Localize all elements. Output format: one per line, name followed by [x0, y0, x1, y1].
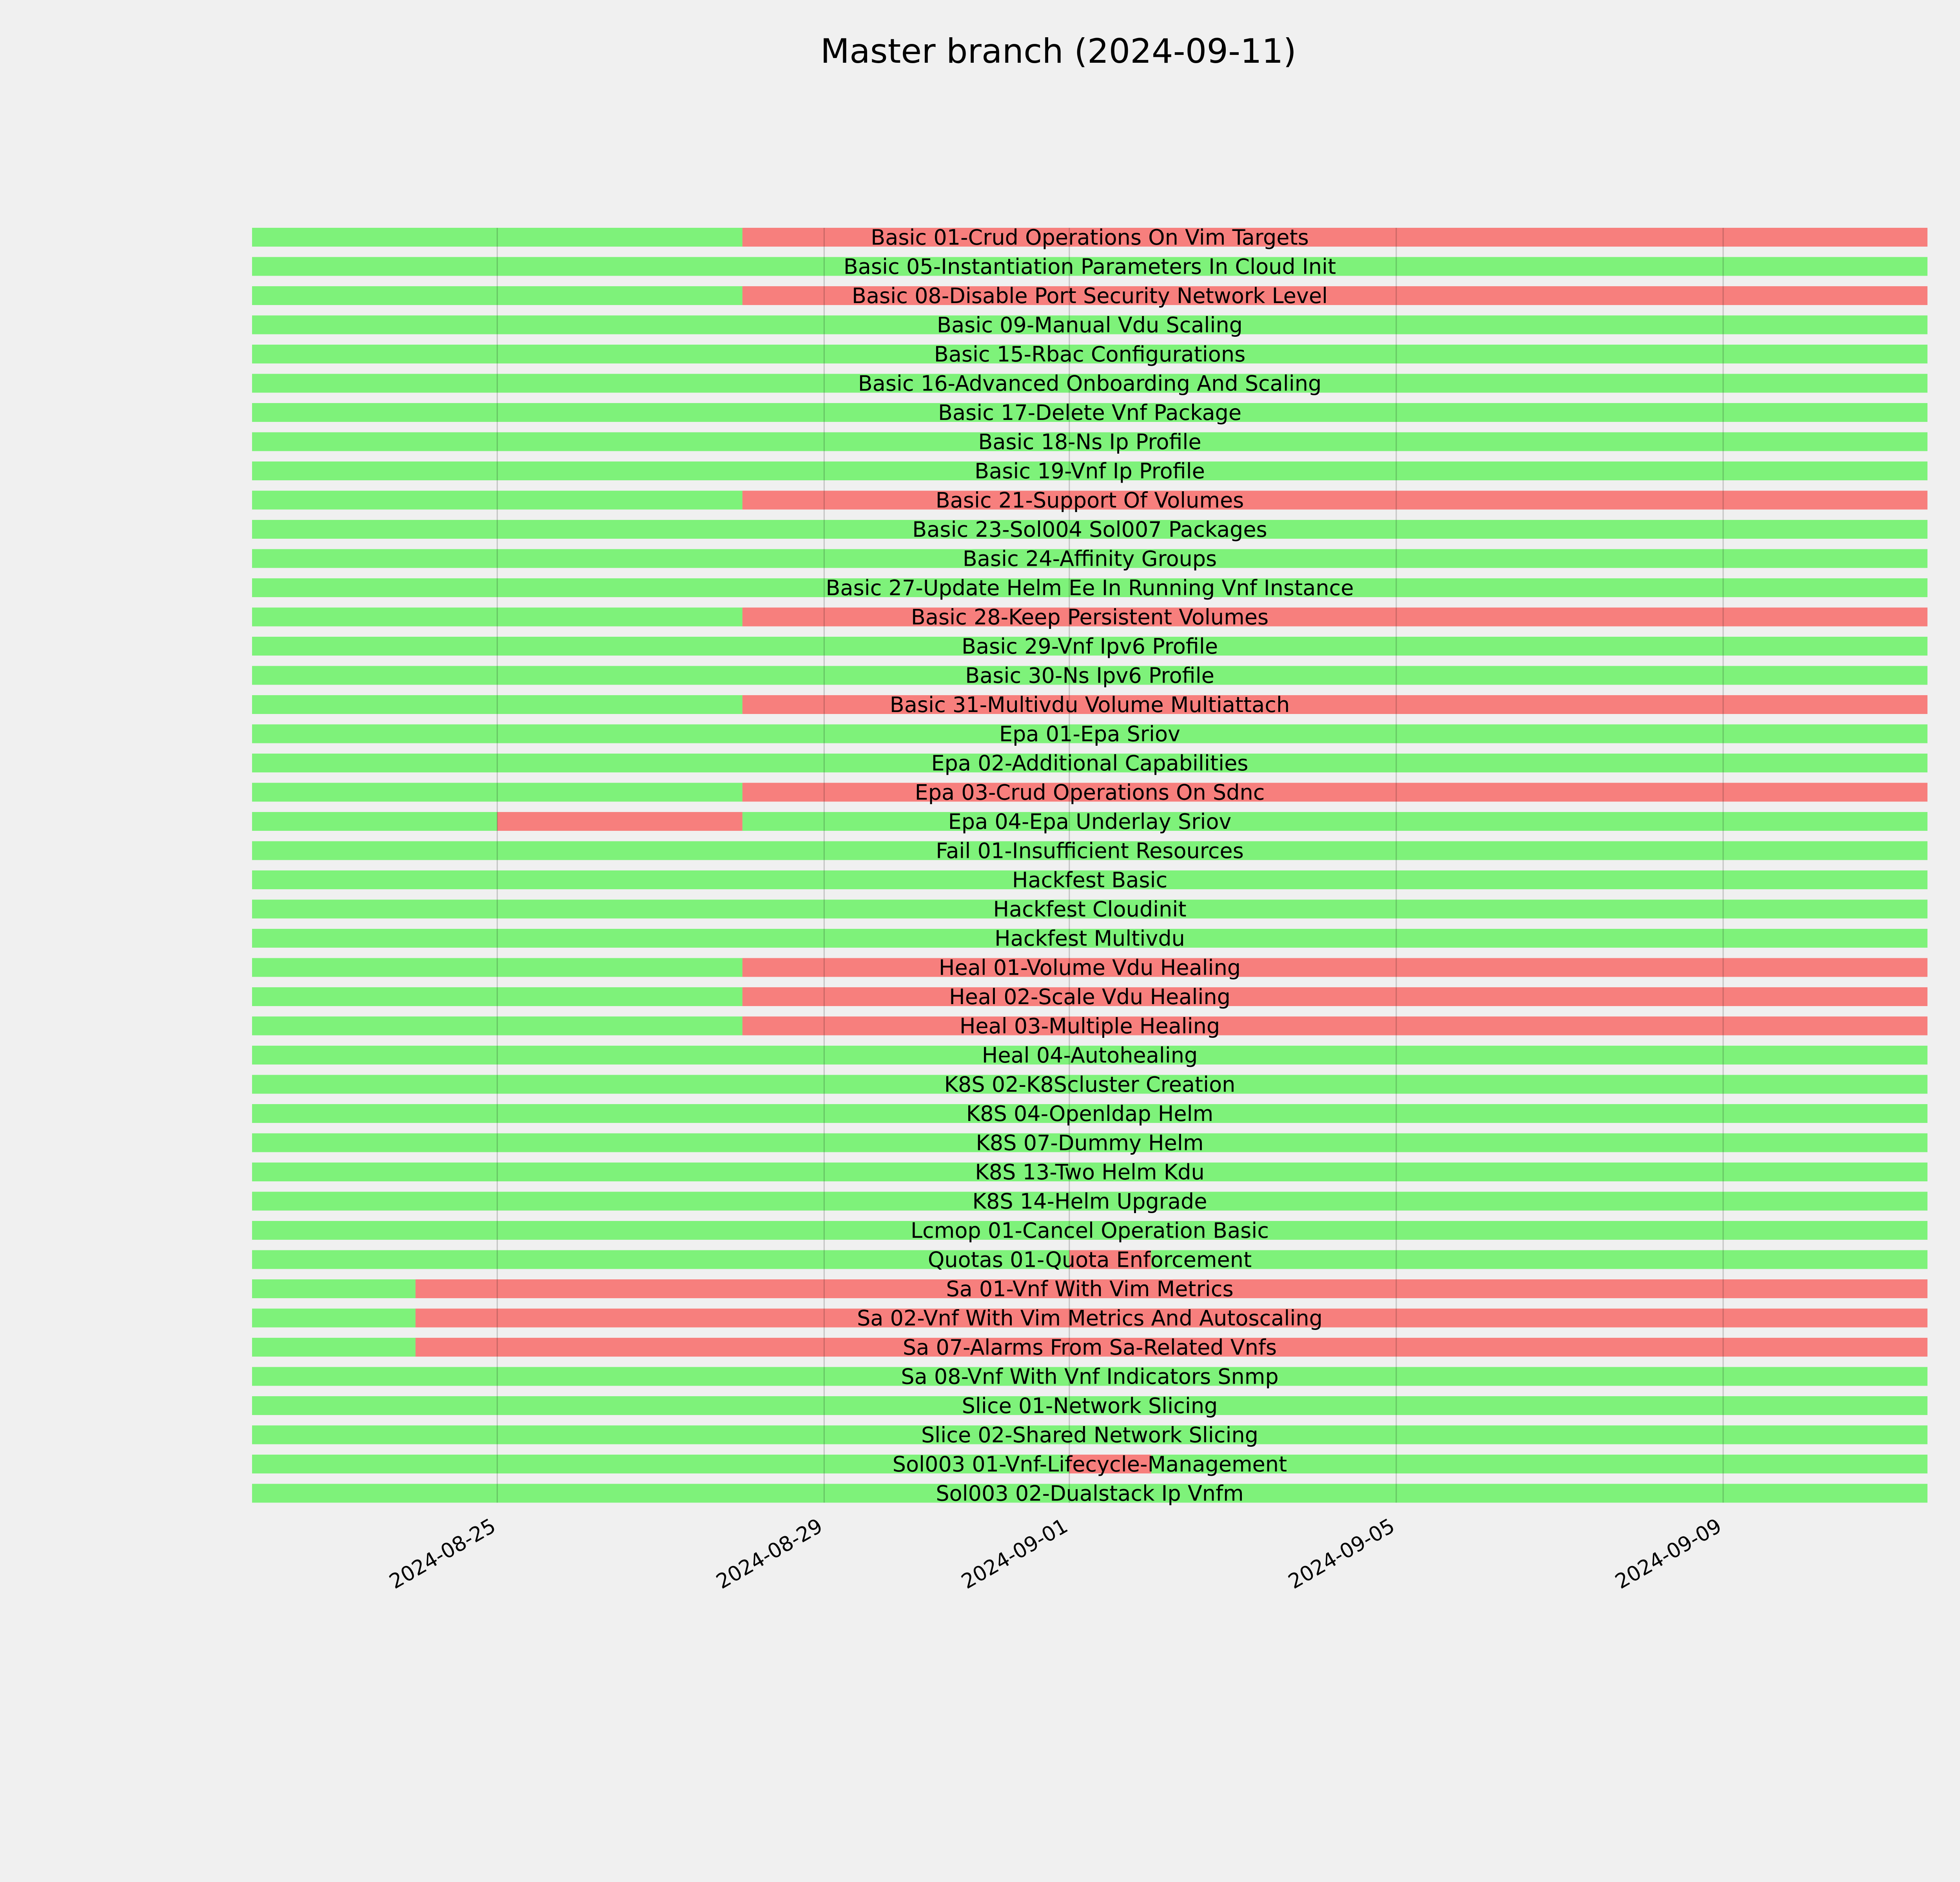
bar-segment-pass: [1151, 1250, 1927, 1269]
test-label: K8S 04-Openldap Helm: [966, 1101, 1214, 1126]
bar-segment-fail: [497, 812, 742, 831]
test-label: Epa 02-Additional Capabilities: [931, 751, 1249, 776]
bar-segment-pass: [252, 1309, 416, 1328]
test-label: Quotas 01-Quota Enforcement: [927, 1247, 1252, 1272]
test-label: Sa 01-Vnf With Vim Metrics: [946, 1277, 1234, 1301]
test-label: Sa 07-Alarms From Sa-Related Vnfs: [902, 1335, 1277, 1360]
test-label: Sa 08-Vnf With Vnf Indicators Snmp: [901, 1364, 1279, 1389]
test-label: Hackfest Cloudinit: [993, 897, 1187, 922]
chart-title: Master branch (2024-09-11): [820, 32, 1297, 71]
test-label: Basic 18-Ns Ip Profile: [978, 429, 1201, 454]
test-label: Fail 01-Insufficient Resources: [936, 838, 1244, 863]
test-label: Basic 08-Disable Port Security Network Level: [851, 283, 1328, 308]
bar-segment-pass: [252, 1279, 416, 1298]
bar-segment-fail: [742, 1017, 1927, 1035]
test-label: Basic 01-Crud Operations On Vim Targets: [871, 225, 1309, 250]
test-label: K8S 13-Two Helm Kdu: [975, 1160, 1205, 1184]
bar-segment-fail: [742, 491, 1927, 510]
x-axis-ticks: [385, 1514, 1726, 1594]
test-label: Epa 01-Epa Sriov: [999, 721, 1180, 747]
test-label: Basic 21-Support Of Volumes: [935, 488, 1244, 513]
test-label: Heal 03-Multiple Healing: [959, 1014, 1220, 1039]
x-tick-label: 2024-09-05: [1284, 1514, 1399, 1594]
test-label: Basic 29-Vnf Ipv6 Profile: [961, 634, 1218, 659]
test-label: Basic 19-Vnf Ip Profile: [975, 459, 1205, 483]
test-label: Basic 31-Multivdu Volume Multiattach: [889, 692, 1290, 717]
x-tick-label: 2024-08-25: [385, 1514, 500, 1594]
test-label: Sol003 02-Dualstack Ip Vnfm: [936, 1481, 1244, 1506]
test-label: Basic 23-Sol004 Sol007 Packages: [912, 517, 1267, 542]
test-label: Basic 30-Ns Ipv6 Profile: [965, 663, 1214, 688]
test-label: Lcmop 01-Cancel Operation Basic: [910, 1218, 1269, 1243]
bar-segment-fail: [742, 987, 1927, 1006]
test-label: Hackfest Multivdu: [995, 926, 1185, 951]
test-label: Basic 15-Rbac Configurations: [934, 342, 1246, 367]
bar-segment-pass: [252, 812, 497, 831]
test-label: Basic 27-Update Helm Ee In Running Vnf Instance: [826, 576, 1354, 600]
test-label: Epa 04-Epa Underlay Sriov: [948, 809, 1232, 834]
test-label: Basic 28-Keep Persistent Volumes: [911, 605, 1269, 630]
bar-segment-fail: [742, 958, 1927, 977]
test-label: Basic 09-Manual Vdu Scaling: [937, 312, 1243, 338]
x-tick-label: 2024-09-01: [957, 1514, 1072, 1594]
test-label: Heal 04-Autohealing: [982, 1043, 1198, 1068]
test-label: Basic 05-Instantiation Parameters In Cloud Init: [843, 254, 1336, 279]
test-label: K8S 02-K8Scluster Creation: [944, 1072, 1236, 1097]
test-label: Basic 24-Affinity Groups: [962, 546, 1217, 571]
test-label: Sa 02-Vnf With Vim Metrics And Autoscaling: [857, 1306, 1323, 1331]
test-label: Heal 01-Volume Vdu Healing: [938, 955, 1241, 980]
test-label: Slice 02-Shared Network Slicing: [921, 1422, 1258, 1448]
test-label: K8S 14-Helm Upgrade: [972, 1189, 1207, 1214]
test-label: Hackfest Basic: [1012, 868, 1168, 892]
test-label: Basic 16-Advanced Onboarding And Scaling: [858, 371, 1322, 396]
x-tick-label: 2024-09-09: [1611, 1514, 1726, 1594]
test-label: Sol003 01-Vnf-Lifecycle-Management: [892, 1452, 1287, 1477]
test-label: Slice 01-Network Slicing: [962, 1393, 1218, 1418]
test-label: Epa 03-Crud Operations On Sdnc: [915, 780, 1265, 805]
bar-segment-pass: [252, 1338, 416, 1357]
test-label: K8S 07-Dummy Helm: [976, 1130, 1204, 1155]
bar-segment-pass: [742, 812, 1927, 831]
x-tick-label: 2024-08-29: [712, 1514, 827, 1594]
test-label: Heal 02-Scale Vdu Healing: [949, 985, 1230, 1009]
test-label: Basic 17-Delete Vnf Package: [938, 400, 1242, 425]
